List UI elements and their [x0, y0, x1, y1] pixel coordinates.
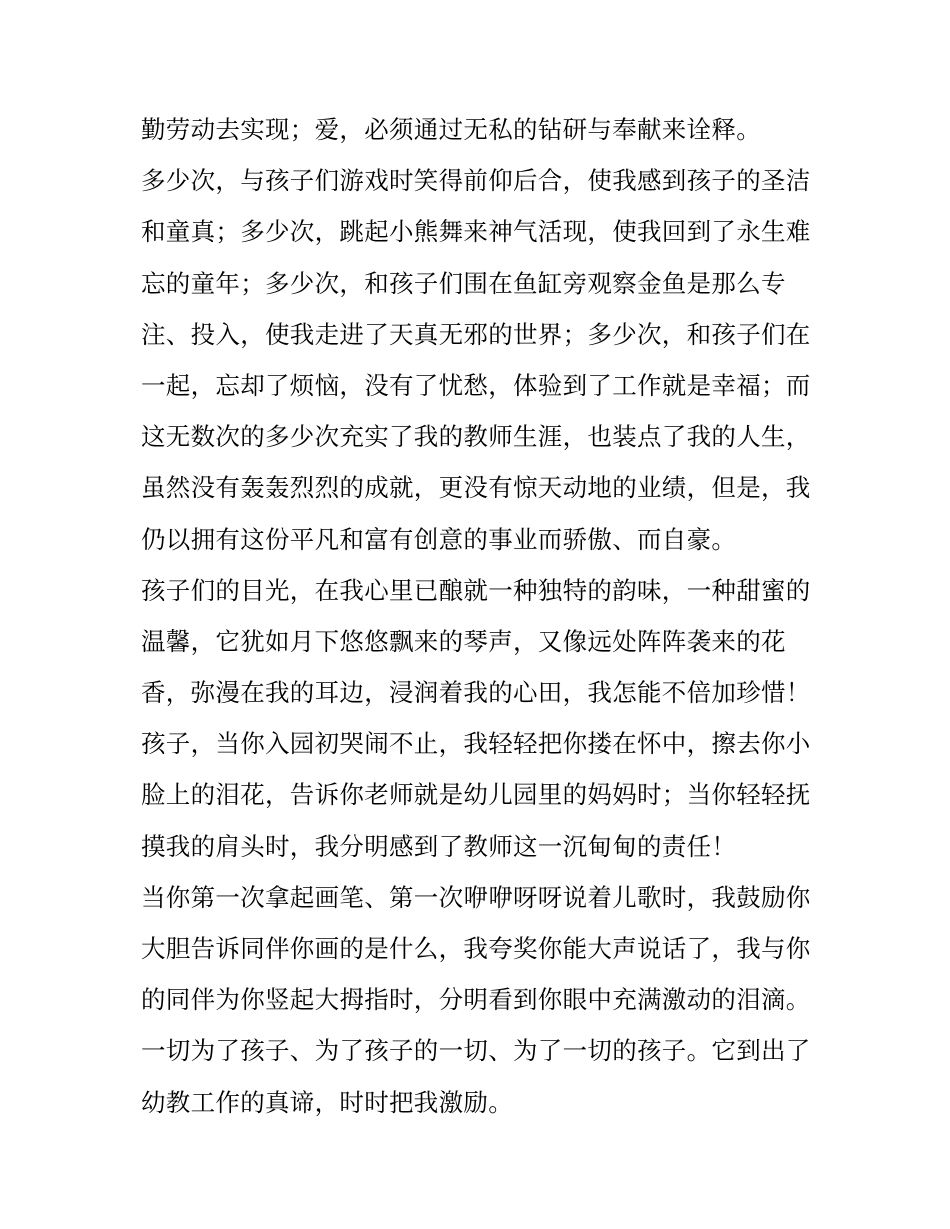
text-line: 这无数次的多少次充实了我的教师生涯，也装点了我的人生， — [141, 422, 811, 452]
text-line: 一起，忘却了烦恼，没有了忧愁，体验到了工作就是幸福；而 — [141, 370, 811, 400]
text-line: 忘的童年；多少次，和孩子们围在鱼缸旁观察金鱼是那么专 — [141, 268, 786, 298]
text-line: 幼教工作的真谛，时时把我激励。 — [141, 1087, 513, 1117]
text-line: 和童真；多少次，跳起小熊舞来神气活现，使我回到了永生难 — [141, 217, 811, 247]
text-line: 多少次，与孩子们游戏时笑得前仰后合，使我感到孩子的圣洁 — [141, 166, 811, 196]
text-line: 注、投入，使我走进了天真无邪的世界；多少次，和孩子们在 — [141, 319, 811, 349]
text-line: 摸我的肩头时，我分明感到了教师这一沉甸甸的责任！ — [141, 831, 737, 861]
text-line: 一切为了孩子、为了孩子的一切、为了一切的孩子。它到出了 — [141, 1036, 811, 1066]
text-line: 的同伴为你竖起大拇指时，分明看到你眼中充满激动的泪滴。 — [141, 985, 811, 1015]
body-text — [141, 104, 821, 1128]
text-line: 当你第一次拿起画笔、第一次咿咿呀呀说着儿歌时，我鼓励你 — [141, 882, 811, 912]
text-line: 香，弥漫在我的耳边，浸润着我的心田，我怎能不倍加珍惜！ — [141, 678, 811, 708]
text-line: 仍以拥有这份平凡和富有创意的事业而骄傲、而自豪。 — [141, 524, 737, 554]
text-line: 勤劳动去实现；爱，必须通过无私的钻研与奉献来诠释。 — [141, 115, 761, 144]
text-line: 孩子，当你入园初哭闹不止，我轻轻把你搂在怀中，擦去你小 — [141, 729, 811, 759]
text-line: 脸上的泪花，告诉你老师就是幼儿园里的妈妈时；当你轻轻抚 — [141, 780, 811, 810]
text-line: 虽然没有轰轰烈烈的成就，更没有惊天动地的业绩，但是，我 — [141, 473, 811, 503]
text-line: 温馨，它犹如月下悠悠飘来的琴声，又像远处阵阵袭来的花 — [141, 626, 786, 656]
text-line: 孩子们的目光，在我心里已酿就一种独特的韵味，一种甜蜜的 — [141, 575, 811, 605]
text-line: 大胆告诉同伴你画的是什么，我夸奖你能大声说话了，我与你 — [141, 934, 811, 963]
